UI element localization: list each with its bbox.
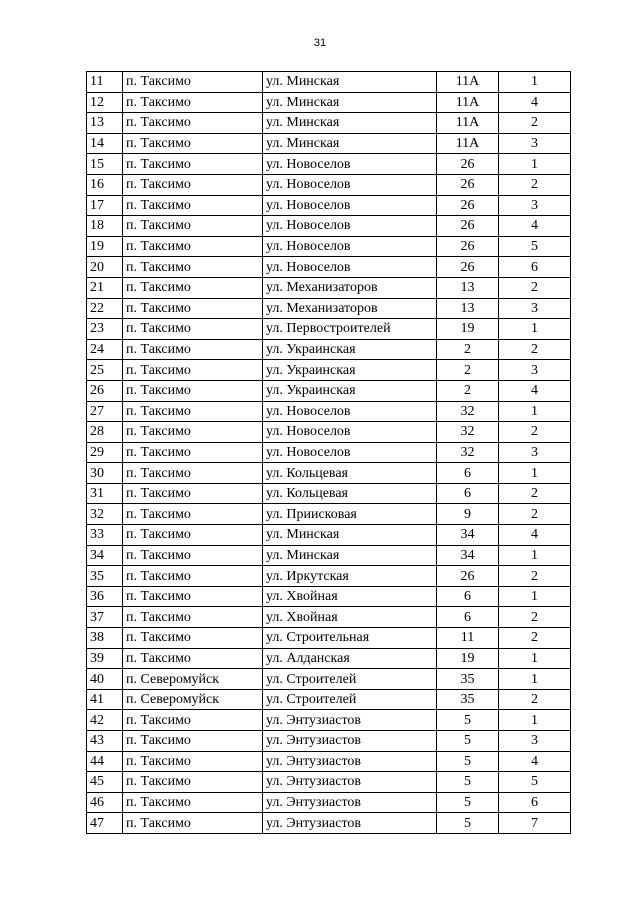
row-number-cell: 31 — [87, 483, 123, 504]
settlement-cell: п. Таксимо — [123, 113, 263, 134]
house-number-cell: 26 — [437, 174, 499, 195]
row-number-cell: 37 — [87, 607, 123, 628]
street-cell: ул. Иркутская — [263, 566, 437, 587]
row-number-cell: 19 — [87, 236, 123, 257]
table-row — [87, 298, 571, 319]
house-number-cell: 2 — [437, 380, 499, 401]
table-row — [87, 689, 571, 710]
settlement-cell: п. Таксимо — [123, 174, 263, 195]
settlement-cell: п. Таксимо — [123, 339, 263, 360]
table-row — [87, 463, 571, 484]
row-number-cell: 30 — [87, 463, 123, 484]
settlement-cell: п. Таксимо — [123, 442, 263, 463]
house-number-cell: 32 — [437, 442, 499, 463]
house-number-cell: 6 — [437, 586, 499, 607]
house-number-cell: 13 — [437, 298, 499, 319]
apartment-number-cell: 1 — [499, 401, 571, 422]
street-cell: ул. Кольцевая — [263, 463, 437, 484]
apartment-number-cell: 4 — [499, 216, 571, 237]
table-row — [87, 339, 571, 360]
apartment-number-cell: 7 — [499, 813, 571, 834]
house-number-cell: 35 — [437, 669, 499, 690]
settlement-cell: п. Таксимо — [123, 154, 263, 175]
row-number-cell: 28 — [87, 422, 123, 443]
apartment-number-cell: 2 — [499, 113, 571, 134]
table-row — [87, 195, 571, 216]
house-number-cell: 6 — [437, 463, 499, 484]
settlement-cell: п. Таксимо — [123, 586, 263, 607]
street-cell: ул. Строителей — [263, 669, 437, 690]
street-cell: ул. Алданская — [263, 648, 437, 669]
row-number-cell: 44 — [87, 751, 123, 772]
house-number-cell: 6 — [437, 607, 499, 628]
apartment-number-cell: 3 — [499, 360, 571, 381]
table-row — [87, 422, 571, 443]
settlement-cell: п. Таксимо — [123, 72, 263, 93]
street-cell: ул. Минская — [263, 525, 437, 546]
settlement-cell: п. Таксимо — [123, 648, 263, 669]
table-row — [87, 772, 571, 793]
settlement-cell: п. Таксимо — [123, 380, 263, 401]
row-number-cell: 39 — [87, 648, 123, 669]
row-number-cell: 33 — [87, 525, 123, 546]
settlement-cell: п. Таксимо — [123, 813, 263, 834]
house-number-cell: 26 — [437, 216, 499, 237]
row-number-cell: 32 — [87, 504, 123, 525]
row-number-cell: 47 — [87, 813, 123, 834]
table-row — [87, 669, 571, 690]
row-number-cell: 22 — [87, 298, 123, 319]
table-row — [87, 792, 571, 813]
street-cell: ул. Механизаторов — [263, 298, 437, 319]
apartment-number-cell: 6 — [499, 792, 571, 813]
street-cell: ул. Минская — [263, 133, 437, 154]
house-number-cell: 9 — [437, 504, 499, 525]
row-number-cell: 29 — [87, 442, 123, 463]
apartment-number-cell: 1 — [499, 72, 571, 93]
address-table — [86, 71, 571, 834]
street-cell: ул. Минская — [263, 113, 437, 134]
apartment-number-cell: 2 — [499, 566, 571, 587]
street-cell: ул. Новоселов — [263, 216, 437, 237]
house-number-cell: 19 — [437, 319, 499, 340]
house-number-cell: 32 — [437, 422, 499, 443]
street-cell: ул. Новоселов — [263, 236, 437, 257]
street-cell: ул. Строительная — [263, 628, 437, 649]
apartment-number-cell: 1 — [499, 463, 571, 484]
house-number-cell: 11А — [437, 133, 499, 154]
street-cell: ул. Украинская — [263, 339, 437, 360]
row-number-cell: 26 — [87, 380, 123, 401]
table-row — [87, 442, 571, 463]
house-number-cell: 5 — [437, 731, 499, 752]
street-cell: ул. Энтузиастов — [263, 772, 437, 793]
house-number-cell: 5 — [437, 751, 499, 772]
street-cell: ул. Новоселов — [263, 195, 437, 216]
row-number-cell: 34 — [87, 545, 123, 566]
settlement-cell: п. Таксимо — [123, 360, 263, 381]
house-number-cell: 6 — [437, 483, 499, 504]
settlement-cell: п. Таксимо — [123, 463, 263, 484]
row-number-cell: 13 — [87, 113, 123, 134]
row-number-cell: 15 — [87, 154, 123, 175]
house-number-cell: 34 — [437, 525, 499, 546]
settlement-cell: п. Северомуйск — [123, 689, 263, 710]
row-number-cell: 23 — [87, 319, 123, 340]
street-cell: ул. Энтузиастов — [263, 792, 437, 813]
street-cell: ул. Приисковая — [263, 504, 437, 525]
house-number-cell: 34 — [437, 545, 499, 566]
house-number-cell: 5 — [437, 710, 499, 731]
table-row — [87, 113, 571, 134]
house-number-cell: 26 — [437, 236, 499, 257]
row-number-cell: 18 — [87, 216, 123, 237]
street-cell: ул. Новоселов — [263, 154, 437, 175]
street-cell: ул. Энтузиастов — [263, 813, 437, 834]
house-number-cell: 32 — [437, 401, 499, 422]
settlement-cell: п. Таксимо — [123, 607, 263, 628]
apartment-number-cell: 3 — [499, 133, 571, 154]
apartment-number-cell: 1 — [499, 545, 571, 566]
table-row — [87, 133, 571, 154]
house-number-cell: 13 — [437, 277, 499, 298]
apartment-number-cell: 4 — [499, 525, 571, 546]
street-cell: ул. Новоселов — [263, 422, 437, 443]
page-number: 31 — [313, 37, 327, 49]
table-row — [87, 174, 571, 195]
street-cell: ул. Новоселов — [263, 174, 437, 195]
house-number-cell: 11А — [437, 92, 499, 113]
street-cell: ул. Первостроителей — [263, 319, 437, 340]
settlement-cell: п. Северомуйск — [123, 669, 263, 690]
house-number-cell: 26 — [437, 154, 499, 175]
street-cell: ул. Украинская — [263, 360, 437, 381]
house-number-cell: 2 — [437, 360, 499, 381]
settlement-cell: п. Таксимо — [123, 504, 263, 525]
table-row — [87, 236, 571, 257]
table-row — [87, 483, 571, 504]
street-cell: ул. Энтузиастов — [263, 731, 437, 752]
settlement-cell: п. Таксимо — [123, 195, 263, 216]
apartment-number-cell: 1 — [499, 154, 571, 175]
row-number-cell: 21 — [87, 277, 123, 298]
row-number-cell: 38 — [87, 628, 123, 649]
table-row — [87, 607, 571, 628]
row-number-cell: 16 — [87, 174, 123, 195]
apartment-number-cell: 1 — [499, 319, 571, 340]
apartment-number-cell: 6 — [499, 257, 571, 278]
table-row — [87, 710, 571, 731]
house-number-cell: 5 — [437, 813, 499, 834]
table-row — [87, 628, 571, 649]
address-table-body — [87, 72, 571, 834]
house-number-cell: 35 — [437, 689, 499, 710]
settlement-cell: п. Таксимо — [123, 133, 263, 154]
apartment-number-cell: 3 — [499, 731, 571, 752]
settlement-cell: п. Таксимо — [123, 628, 263, 649]
settlement-cell: п. Таксимо — [123, 792, 263, 813]
house-number-cell: 26 — [437, 566, 499, 587]
apartment-number-cell: 1 — [499, 669, 571, 690]
table-row — [87, 360, 571, 381]
settlement-cell: п. Таксимо — [123, 545, 263, 566]
table-row — [87, 813, 571, 834]
apartment-number-cell: 3 — [499, 195, 571, 216]
table-row — [87, 401, 571, 422]
settlement-cell: п. Таксимо — [123, 483, 263, 504]
apartment-number-cell: 2 — [499, 504, 571, 525]
row-number-cell: 46 — [87, 792, 123, 813]
apartment-number-cell: 2 — [499, 628, 571, 649]
settlement-cell: п. Таксимо — [123, 319, 263, 340]
row-number-cell: 27 — [87, 401, 123, 422]
settlement-cell: п. Таксимо — [123, 401, 263, 422]
house-number-cell: 26 — [437, 257, 499, 278]
table-row — [87, 380, 571, 401]
table-row — [87, 648, 571, 669]
street-cell: ул. Новоселов — [263, 401, 437, 422]
row-number-cell: 41 — [87, 689, 123, 710]
row-number-cell: 25 — [87, 360, 123, 381]
street-cell: ул. Механизаторов — [263, 277, 437, 298]
table-row — [87, 216, 571, 237]
house-number-cell: 5 — [437, 792, 499, 813]
street-cell: ул. Украинская — [263, 380, 437, 401]
apartment-number-cell: 1 — [499, 586, 571, 607]
house-number-cell: 11 — [437, 628, 499, 649]
settlement-cell: п. Таксимо — [123, 772, 263, 793]
apartment-number-cell: 4 — [499, 92, 571, 113]
apartment-number-cell: 2 — [499, 689, 571, 710]
street-cell: ул. Минская — [263, 92, 437, 113]
row-number-cell: 17 — [87, 195, 123, 216]
house-number-cell: 2 — [437, 339, 499, 360]
table-row — [87, 72, 571, 93]
house-number-cell: 5 — [437, 772, 499, 793]
settlement-cell: п. Таксимо — [123, 710, 263, 731]
row-number-cell: 45 — [87, 772, 123, 793]
house-number-cell: 19 — [437, 648, 499, 669]
apartment-number-cell: 4 — [499, 380, 571, 401]
table-row — [87, 277, 571, 298]
settlement-cell: п. Таксимо — [123, 525, 263, 546]
apartment-number-cell: 3 — [499, 442, 571, 463]
table-row — [87, 586, 571, 607]
table-row — [87, 731, 571, 752]
table-row — [87, 92, 571, 113]
row-number-cell: 12 — [87, 92, 123, 113]
apartment-number-cell: 3 — [499, 298, 571, 319]
apartment-number-cell: 5 — [499, 772, 571, 793]
settlement-cell: п. Таксимо — [123, 257, 263, 278]
street-cell: ул. Кольцевая — [263, 483, 437, 504]
table-row — [87, 257, 571, 278]
street-cell: ул. Хвойная — [263, 607, 437, 628]
settlement-cell: п. Таксимо — [123, 422, 263, 443]
street-cell: ул. Новоселов — [263, 442, 437, 463]
street-cell: ул. Новоселов — [263, 257, 437, 278]
street-cell: ул. Минская — [263, 545, 437, 566]
house-number-cell: 11А — [437, 113, 499, 134]
house-number-cell: 26 — [437, 195, 499, 216]
street-cell: ул. Хвойная — [263, 586, 437, 607]
row-number-cell: 35 — [87, 566, 123, 587]
row-number-cell: 42 — [87, 710, 123, 731]
settlement-cell: п. Таксимо — [123, 277, 263, 298]
table-row — [87, 566, 571, 587]
apartment-number-cell: 5 — [499, 236, 571, 257]
settlement-cell: п. Таксимо — [123, 236, 263, 257]
table-row — [87, 504, 571, 525]
apartment-number-cell: 2 — [499, 277, 571, 298]
house-number-cell: 11А — [437, 72, 499, 93]
row-number-cell: 43 — [87, 731, 123, 752]
row-number-cell: 11 — [87, 72, 123, 93]
street-cell: ул. Минская — [263, 72, 437, 93]
apartment-number-cell: 1 — [499, 648, 571, 669]
settlement-cell: п. Таксимо — [123, 92, 263, 113]
table-row — [87, 545, 571, 566]
settlement-cell: п. Таксимо — [123, 731, 263, 752]
settlement-cell: п. Таксимо — [123, 298, 263, 319]
settlement-cell: п. Таксимо — [123, 566, 263, 587]
row-number-cell: 14 — [87, 133, 123, 154]
table-row — [87, 525, 571, 546]
street-cell: ул. Энтузиастов — [263, 710, 437, 731]
apartment-number-cell: 2 — [499, 339, 571, 360]
apartment-number-cell: 2 — [499, 607, 571, 628]
settlement-cell: п. Таксимо — [123, 751, 263, 772]
apartment-number-cell: 2 — [499, 422, 571, 443]
row-number-cell: 24 — [87, 339, 123, 360]
table-row — [87, 751, 571, 772]
apartment-number-cell: 4 — [499, 751, 571, 772]
row-number-cell: 36 — [87, 586, 123, 607]
street-cell: ул. Строителей — [263, 689, 437, 710]
table-row — [87, 319, 571, 340]
row-number-cell: 40 — [87, 669, 123, 690]
apartment-number-cell: 2 — [499, 483, 571, 504]
settlement-cell: п. Таксимо — [123, 216, 263, 237]
street-cell: ул. Энтузиастов — [263, 751, 437, 772]
row-number-cell: 20 — [87, 257, 123, 278]
apartment-number-cell: 2 — [499, 174, 571, 195]
apartment-number-cell: 1 — [499, 710, 571, 731]
table-row — [87, 154, 571, 175]
